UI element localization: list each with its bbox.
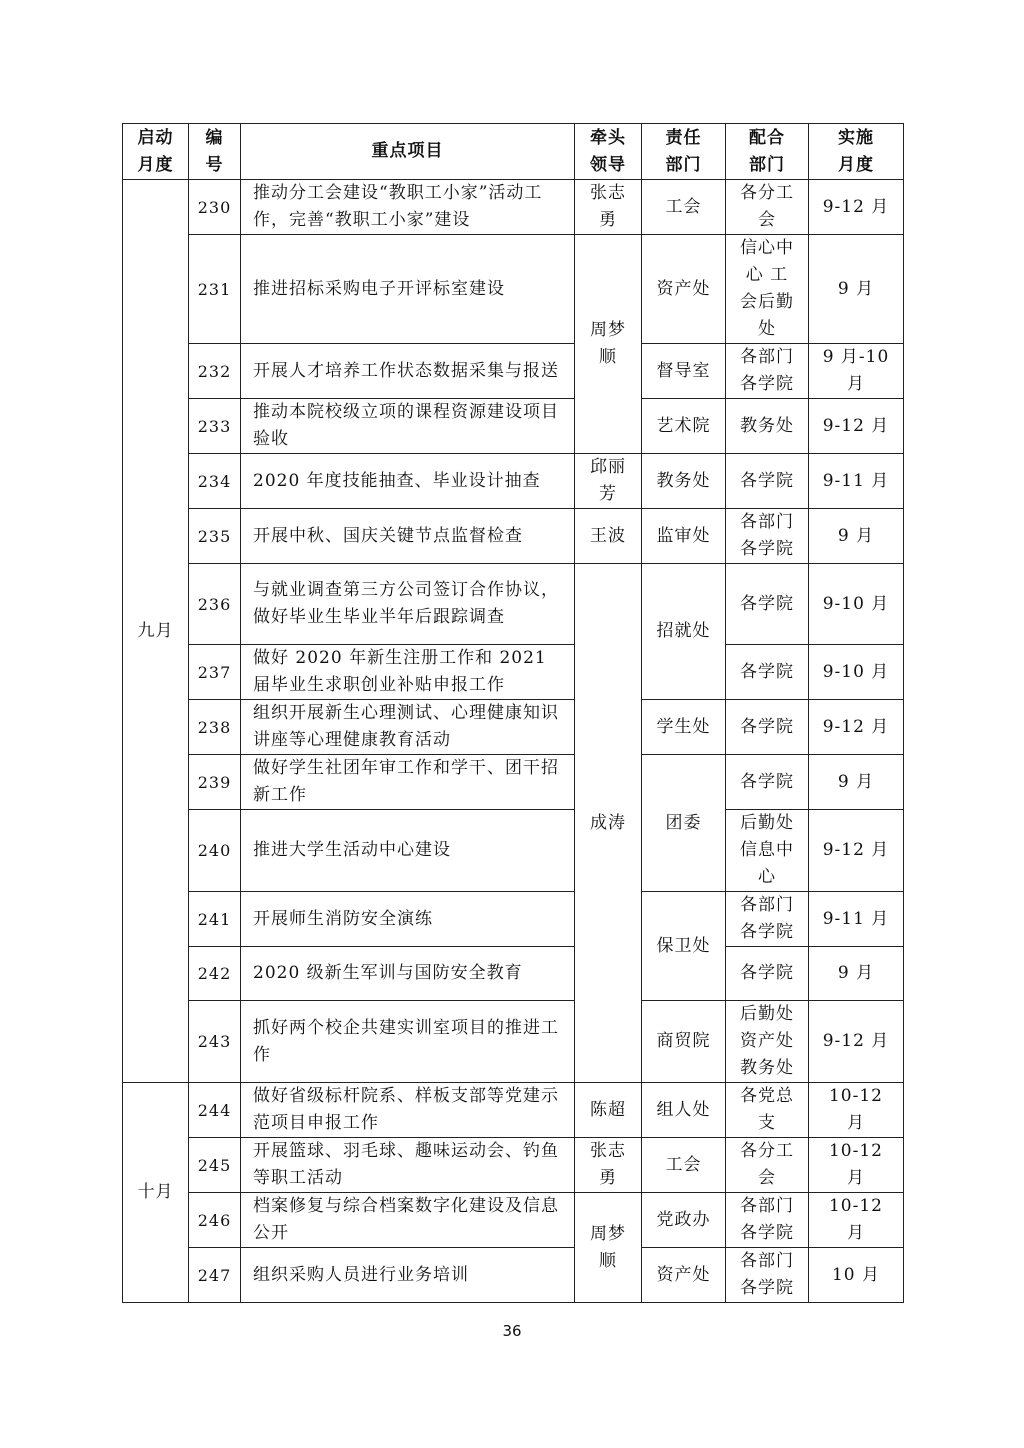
row-number: 243 (189, 1001, 241, 1083)
row-number: 234 (189, 454, 241, 509)
row-number: 236 (189, 564, 241, 645)
coop-cell: 后勤处 资产处 教务处 (726, 1001, 809, 1083)
project-cell: 组织采购人员进行业务培训 (241, 1248, 575, 1303)
month-cell-october: 十月 (123, 1083, 189, 1303)
leader-cell: 邱丽 芳 (575, 454, 642, 509)
coop-cell: 各部门 各学院 (726, 509, 809, 564)
coop-cell: 各分工 会 (726, 1138, 809, 1193)
leader-cell: 周梦 顺 (575, 235, 642, 454)
table-row (123, 700, 904, 755)
table-row (123, 755, 904, 810)
leader-cell: 张志 勇 (575, 180, 642, 235)
coop-cell: 各学院 (726, 947, 809, 1001)
project-cell: 推进招标采购电子开评标室建设 (241, 235, 575, 344)
coop-cell: 各学院 (726, 700, 809, 755)
dept-cell: 工会 (642, 180, 726, 235)
header-start-month: 启动 月度 (123, 124, 189, 180)
row-number: 231 (189, 235, 241, 344)
header-impl-month: 实施 月度 (809, 124, 904, 180)
row-number: 238 (189, 700, 241, 755)
table-row (123, 645, 904, 700)
dept-cell: 资产处 (642, 1248, 726, 1303)
row-number: 230 (189, 180, 241, 235)
dept-cell: 团委 (642, 755, 726, 892)
row-number: 235 (189, 509, 241, 564)
table-row (123, 1138, 904, 1193)
table-row (123, 454, 904, 509)
row-number: 242 (189, 947, 241, 1001)
row-number: 246 (189, 1193, 241, 1248)
impl-cell: 9-11 月 (809, 892, 904, 947)
table-row (123, 1083, 904, 1138)
dept-cell: 工会 (642, 1138, 726, 1193)
project-cell: 做好学生社团年审工作和学干、团干招新工作 (241, 755, 575, 810)
table-row (123, 947, 904, 1001)
project-cell: 推动分工会建设“教职工小家”活动工作，完善“教职工小家”建设 (241, 180, 575, 235)
impl-cell: 9 月-10 月 (809, 344, 904, 399)
project-cell: 做好省级标杆院系、样板支部等党建示范项目申报工作 (241, 1083, 575, 1138)
leader-cell: 王波 (575, 509, 642, 564)
impl-cell: 10 月 (809, 1248, 904, 1303)
leader-cell: 张志 勇 (575, 1138, 642, 1193)
table-row (123, 810, 904, 892)
project-cell: 组织开展新生心理测试、心理健康知识讲座等心理健康教育活动 (241, 700, 575, 755)
coop-cell: 各分工 会 (726, 180, 809, 235)
coop-cell: 各部门 各学院 (726, 344, 809, 399)
impl-cell: 9-12 月 (809, 180, 904, 235)
project-cell: 开展师生消防安全演练 (241, 892, 575, 947)
dept-cell: 资产处 (642, 235, 726, 344)
project-cell: 抓好两个校企共建实训室项目的推进工作 (241, 1001, 575, 1083)
table-row (123, 235, 904, 344)
impl-cell: 9-11 月 (809, 454, 904, 509)
dept-cell: 艺术院 (642, 399, 726, 454)
row-number: 233 (189, 399, 241, 454)
project-cell: 2020 级新生军训与国防安全教育 (241, 947, 575, 1001)
coop-cell: 各党总 支 (726, 1083, 809, 1138)
impl-cell: 9 月 (809, 509, 904, 564)
coop-cell: 各部门 各学院 (726, 892, 809, 947)
project-cell: 开展人才培养工作状态数据采集与报送 (241, 344, 575, 399)
dept-cell: 保卫处 (642, 892, 726, 1001)
coop-cell: 教务处 (726, 399, 809, 454)
coop-cell: 各学院 (726, 755, 809, 810)
table-row (123, 509, 904, 564)
project-cell: 推进大学生活动中心建设 (241, 810, 575, 892)
coop-cell: 后勤处 信息中 心 (726, 810, 809, 892)
coop-cell: 各学院 (726, 454, 809, 509)
impl-cell: 10-12 月 (809, 1193, 904, 1248)
project-cell: 2020 年度技能抽查、毕业设计抽查 (241, 454, 575, 509)
dept-cell: 商贸院 (642, 1001, 726, 1083)
coop-cell: 各部门 各学院 (726, 1248, 809, 1303)
header-number: 编 号 (189, 124, 241, 180)
impl-cell: 9 月 (809, 947, 904, 1001)
impl-cell: 9-12 月 (809, 810, 904, 892)
impl-cell: 9-12 月 (809, 399, 904, 454)
dept-cell: 监审处 (642, 509, 726, 564)
row-number: 237 (189, 645, 241, 700)
leader-cell: 陈超 (575, 1083, 642, 1138)
table-header-row (123, 124, 904, 180)
row-number: 247 (189, 1248, 241, 1303)
header-lead-leader: 牵头 领导 (575, 124, 642, 180)
coop-cell: 各部门 各学院 (726, 1193, 809, 1248)
row-number: 232 (189, 344, 241, 399)
project-cell: 与就业调查第三方公司签订合作协议，做好毕业生毕业半年后跟踪调查 (241, 564, 575, 645)
impl-cell: 9-12 月 (809, 1001, 904, 1083)
dept-cell: 督导室 (642, 344, 726, 399)
leader-cell: 周梦 顺 (575, 1193, 642, 1303)
row-number: 240 (189, 810, 241, 892)
page-number: 36 (502, 1322, 522, 1340)
impl-cell: 9-10 月 (809, 645, 904, 700)
project-cell: 推动本院校级立项的课程资源建设项目验收 (241, 399, 575, 454)
row-number: 239 (189, 755, 241, 810)
leader-cell: 成涛 (575, 564, 642, 1083)
table-row (123, 892, 904, 947)
impl-cell: 9-12 月 (809, 700, 904, 755)
impl-cell: 9 月 (809, 235, 904, 344)
project-cell: 开展篮球、羽毛球、趣味运动会、钓鱼等职工活动 (241, 1138, 575, 1193)
project-cell: 档案修复与综合档案数字化建设及信息公开 (241, 1193, 575, 1248)
impl-cell: 9 月 (809, 755, 904, 810)
table-row (123, 399, 904, 454)
coop-cell: 各学院 (726, 564, 809, 645)
table-row (123, 344, 904, 399)
impl-cell: 9-10 月 (809, 564, 904, 645)
table-row (123, 1248, 904, 1303)
dept-cell: 组人处 (642, 1083, 726, 1138)
dept-cell: 学生处 (642, 700, 726, 755)
project-cell: 开展中秋、国庆关键节点监督检查 (241, 509, 575, 564)
table-row (123, 1001, 904, 1083)
row-number: 245 (189, 1138, 241, 1193)
coop-cell: 各学院 (726, 645, 809, 700)
impl-cell: 10-12 月 (809, 1083, 904, 1138)
header-responsible-dept: 责任 部门 (642, 124, 726, 180)
dept-cell: 招就处 (642, 564, 726, 700)
project-cell: 做好 2020 年新生注册工作和 2021 届毕业生求职创业补贴申报工作 (241, 645, 575, 700)
row-number: 244 (189, 1083, 241, 1138)
header-key-project: 重点项目 (241, 124, 575, 180)
impl-cell: 10-12 月 (809, 1138, 904, 1193)
coop-cell: 信心中 心 工 会后勤 处 (726, 235, 809, 344)
header-coop-dept: 配合 部门 (726, 124, 809, 180)
table-row (123, 180, 904, 235)
table-row (123, 564, 904, 645)
table-row (123, 1193, 904, 1248)
row-number: 241 (189, 892, 241, 947)
dept-cell: 教务处 (642, 454, 726, 509)
key-projects-table (122, 123, 904, 1303)
dept-cell: 党政办 (642, 1193, 726, 1248)
month-cell-september: 九月 (123, 180, 189, 1083)
